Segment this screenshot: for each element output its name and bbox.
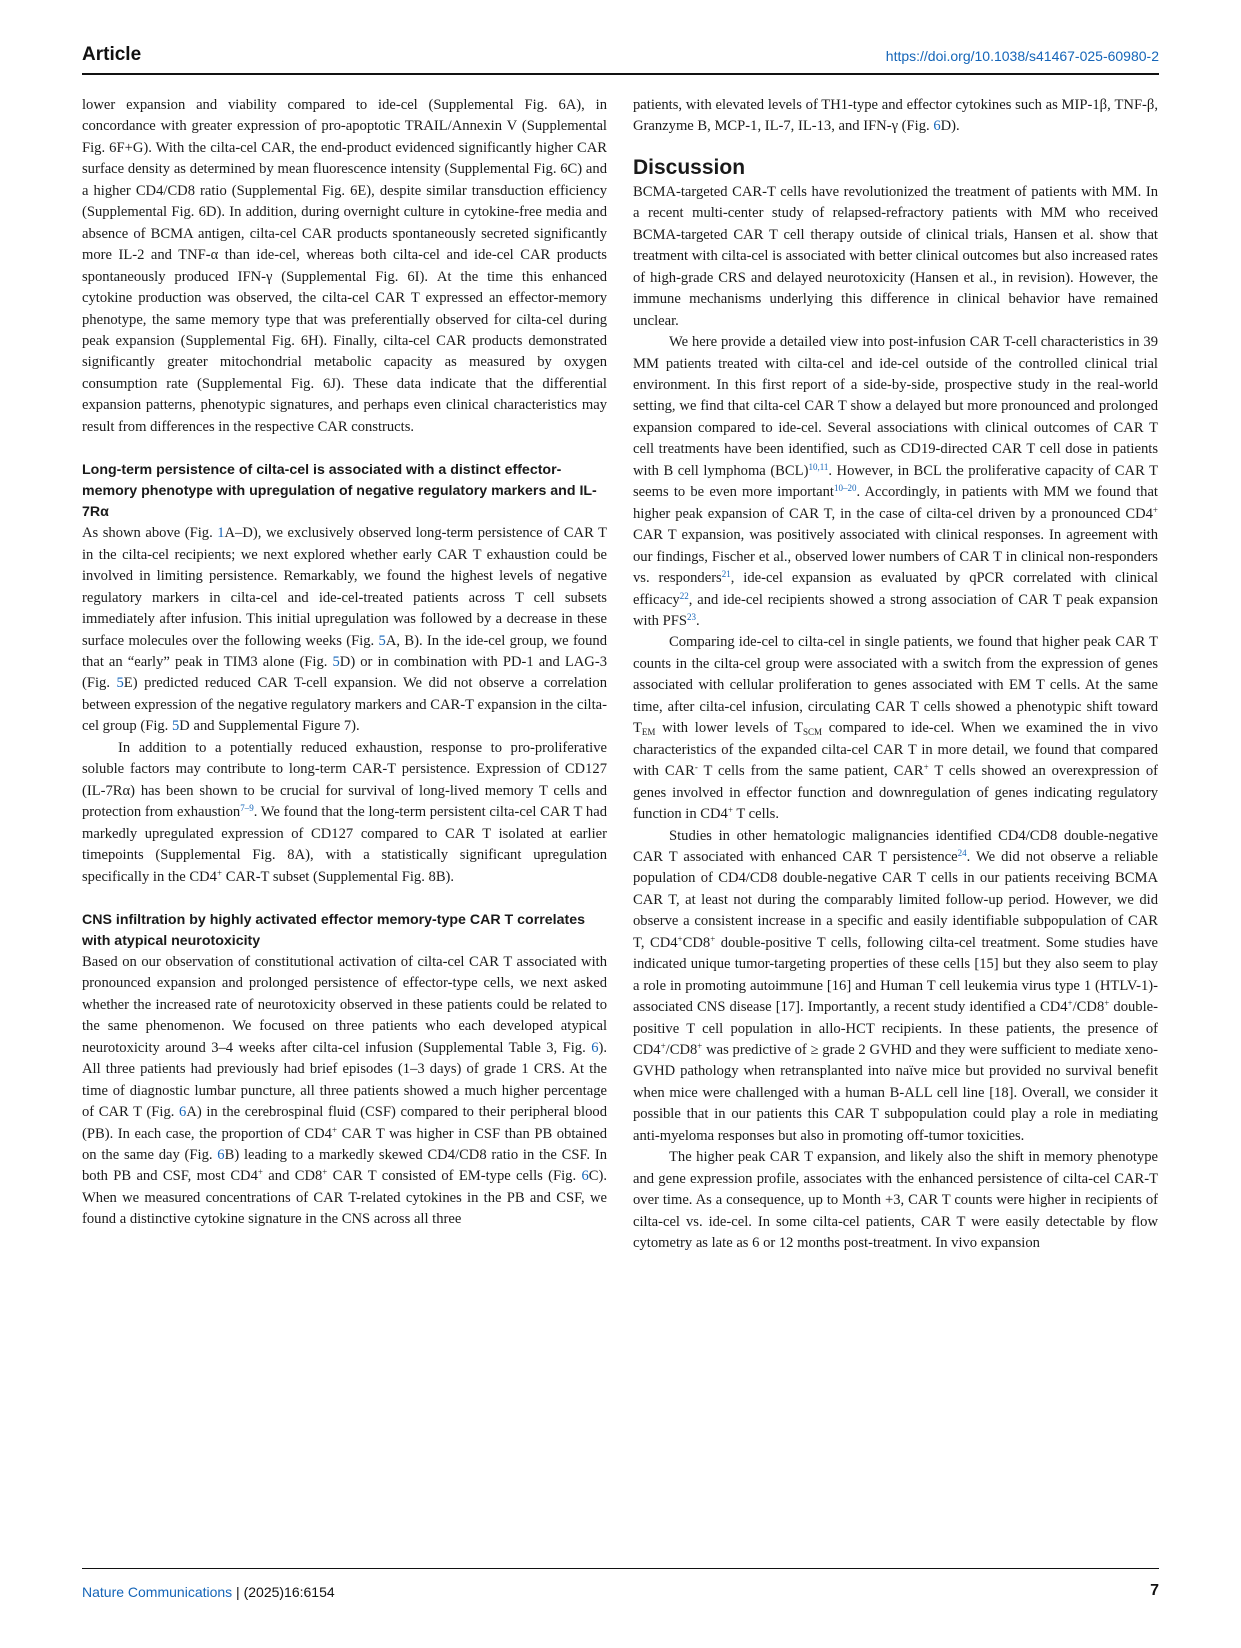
subsection-heading: Long-term persistence of cilta-cel is associated with a distinct effector-memory phenotype with upregulation of negative regulatory markers and IL-7Rα [82,462,597,521]
paragraph: The higher peak CAR T expansion, and likely also the shift in memory phenotype and gene expression profile, associates with the enhanced persistence of cilta-cel CAR-T over time. As a consequence, up to Month +3, CAR T counts were higher in recipients of cilta-cel vs. ide-cel. In some cilta-cel patients, CAR T were easily detectable by flow cytometry as late as 6 or 12 months post-treatment. In vivo expansion [633,1149,1158,1252]
page-number: 7 [1150,1582,1159,1599]
paragraph: Comparing ide-cel to cilta-cel in single patients, we found that higher peak CAR T counts in the cilta-cel group were associated with a switch from the expression of genes associated with cellular proliferation to genes associated with EM T cells. At the same time, after cilta-cel infusion, circulating CAR T cells showed a phenotypic shift toward $T_{EM}$ with lower levels of $T_{SCM}$ compared to ide-cel. When we examined the in vivo characteristics of the expanded cilta-cel CAR T in more detail, we found that compared with CAR- T cells from the same patient, CAR+ T cells showed an overexpression of genes involved in effector function and downregulation of genes indicating regulatory function in CD4+ T cells. [633,634,1159,823]
figure-link[interactable]: 6 [591,1039,599,1056]
reference-link[interactable]: 21 [721,569,731,580]
figure-link[interactable]: 1 [217,525,225,542]
paragraph: patients, with elevated levels of TH1-type and effector cytokines such as MIP-1β, TNF-β, Granzyme B, MCP-1, IL-7, IL-13, and IFN-γ (Fig. 6D). [633,97,1158,135]
subsection-heading: CNS infiltration by highly activated effector memory-type CAR T correlates with atypical neurotoxicity [82,911,585,949]
section-heading: Discussion [633,155,746,179]
left-column [82,95,607,1231]
paragraph: We here provide a detailed view into post-infusion CAR T-cell characteristics in 39 MM patients treated with cilta-cel and ide-cel outside of the controlled clinical trial environment. In this first report of a side-by-side, prospective study in the real-world setting, we find that cilta-cel CAR T show a delayed but more pronounced and prolonged expansion compared to ide-cel. Several associations with clinical outcomes of CAR T cell treatments have been identified, such as CD19-directed CAR T cell dose in patients with B cell lymphoma (BCL)$^{10,11}$. However, in BCL the proliferative capacity of CAR T seems to be even more important$^{10-20}$. Accordingly, in patients with MM we found that higher peak expansion of CAR T, in the case of cilta-cel driven by a pronounced CD4+ CAR T expansion, was positively associated with clinical responses. In agreement with our findings, Fischer et al., observed lower numbers of CAR T in clinical non-responders vs. responders$^{21}$, ide-cel expansion as evaluated by qPCR correlated with clinical efficacy$^{22}$, and ide-cel recipients showed a strong association of CAR T peak expansion with PFS$^{23}$. [633,334,1158,629]
paragraph: Studies in other hematologic malignancies identified CD4/CD8 double-negative CAR T associated with enhanced CAR T persistence$^{24}$. We did not observe a reliable population of CD4/CD8 double-negative CAR T cells in our patients receiving BCMA CAR T, at least not during the comparably limited follow-up period. However, we did observe a consistent increase in a specific and easily identifiable subpopulation of CAR T, CD4+CD8+ double-positive T cells, following cilta-cel treatment. Some studies have indicated unique tumor-targeting properties of these cells [15] but they also seem to play a role in promoting autoimmune [16] and Human T cell leukemia virus type 1 (HTLV-1)-associated CNS disease [17]. Importantly, a recent study identified a CD4+/CD8+ double-positive T cell population in allo-HCT recipients. In these patients, the presence of CD4+/CD8+ was predictive of ≥ grade 2 GVHD and they were sufficient to mediate xeno-GVHD pathology when retransplanted into naïve mice but provided no survival benefit when mice were challenged with a human B-ALL cell line [18]. Overall, we consider it possible that in our patients this CAR T subpopulation could play a role in mediating anti-myeloma responses but also in promoting off-tumor toxicities. [633,827,1158,1144]
figure-link[interactable]: 5 [332,653,340,670]
reference-link[interactable]: 10–20 [833,483,857,494]
reference-link[interactable]: 10,11 [808,461,829,472]
footer-citation [82,1584,335,1600]
article-type-label: Article [82,44,142,65]
figure-link[interactable]: 5 [116,675,124,692]
journal-name[interactable]: Nature Communications [82,1584,233,1600]
header-rule [82,73,1159,75]
paragraph: As shown above (Fig. 1A–D), we exclusively observed long-term persistence of CAR T in the cilta-cel recipients; we next explored whether early CAR T exhaustion could be involved in limiting persistence. Remarkably, we found the highest levels of negative regulatory markers in cilta-cel and ide-cel-treated patients across T cell subsets immediately after infusion. This initial upregulation was followed by a decrease in these surface molecules over the following weeks (Fig. 5A, B). In the ide-cel group, we found that an “early” peak in TIM3 alone (Fig. 5D) or in combination with PD-1 and LAG-3 (Fig. 5E) predicted reduced CAR T-cell expansion. We did not observe a correlation between expression of the negative regulatory markers and CAR-T expansion in the cilta-cel group (Fig. 5D and Supplemental Figure 7). [82,525,607,735]
volume-info: | (2025)16:6154 [232,1584,335,1600]
paragraph: lower expansion and viability compared to ide-cel (Supplemental Fig. 6A), in concordance with greater expression of pro-apoptotic TRAIL/Annexin V (Supplemental Fig. 6F+G). With the cilta-cel CAR, the end-product evidenced significantly higher CAR surface density as determined by mean fluorescence intensity (Supplemental Fig. 6C) and a higher CD4/CD8 ratio (Supplemental Fig. 6E), despite similar transduction efficiency (Supplemental Fig. 6D). In addition, during overnight culture in cytokine-free media and absence of BCMA antigen, cilta-cel CAR products spontaneously secreted significantly more IL-2 and TNF-α than ide-cel, whereas both cilta-cel and ide-cel CAR products spontaneously produced IFN-γ (Supplemental Fig. 6I). At the time this enhanced cytokine production was observed, the cilta-cel CAR T expressed an effector-memory phenotype, the same memory type that was preferentially observed for cilta-cel during peak expansion (Supplemental Fig. 6H). Finally, cilta-cel CAR products demonstrated significantly greater mitochondrial metabolic capacity as measured by oxygen consumption rate (Supplemental Fig. 6J). These data indicate that the differential expansion patterns, phenotypic signatures, and perhaps even clinical characteristics may result from differences in the respective CAR constructs. [82,97,607,435]
paragraph: Based on our observation of constitutional activation of cilta-cel CAR T associated with pronounced expansion and prolonged persistence of effector-type cells, we next asked whether the increased rate of neurotoxicity observed in these patients could be related to the same phenomenon. We focused on three patients who each developed atypical neurotoxicity around 3–4 weeks after cilta-cel infusion (Supplemental Table 3, Fig. 6). All three patients had previously had brief episodes (1–3 days) of grade 1 CRS. At the time of diagnostic lumbar puncture, all three patients showed a much higher percentage of CAR T (Fig. 6A) in the cerebrospinal fluid (CSF) compared to their peripheral blood (PB). In each case, the proportion of CD4+ CAR T was higher in CSF than PB obtained on the same day (Fig. 6B) leading to a markedly skewed CD4/CD8 ratio in the CSF. In both PB and CSF, most CD4+ and CD8+ CAR T consisted of EM-type cells (Fig. 6C). When we measured concentrations of CAR T-related cytokines in the PB and CSF, we found a distinctive cytokine signature in the CNS across all three [82,953,608,1228]
figure-link[interactable]: 5 [171,718,180,735]
reference-link[interactable]: 7–9 [240,803,254,814]
reference-link[interactable]: 24 [957,847,967,858]
doi-link[interactable]: https://doi.org/10.1038/s41467-025-60980-2 [885,48,1159,64]
figure-link[interactable]: 5 [378,632,386,649]
figure-link[interactable]: 6 [581,1168,589,1185]
paragraph: In addition to a potentially reduced exhaustion, response to pro-proliferative soluble factors may contribute to long-term CAR-T persistence. Expression of CD127 (IL-7Rα) has been shown to be crucial for survival of long-lived memory T cells and protection from exhaustion$^{7-9}$. We found that the long-term persistent cilta-cel CAR T had markedly upregulated expression of CD127 compared to CAR T isolated at earlier timepoints (Supplemental Fig. 8A), with a statistically significant upregulation specifically in the CD4+ CAR-T subset (Supplemental Fig. 8B). [82,739,607,885]
figure-link[interactable]: 6 [933,118,941,135]
figure-link[interactable]: 6 [217,1147,225,1164]
right-column [633,95,1158,1255]
reference-link[interactable]: 23 [686,611,696,622]
footer-rule [82,1568,1159,1569]
paragraph: BCMA-targeted CAR-T cells have revolutionized the treatment of patients with MM. In a recent multi-center study of relapsed-refractory patients with MM who received BCMA-targeted CAR T cell therapy outside of clinical trials, Hansen et al. show that treatment with cilta-cel is associated with better clinical outcomes but also increased rates of high-grade CRS and delayed neurotoxicity (Hansen et al., in revision). However, the immune mechanisms underlying this difference in clinical behavior have remained unclear. [633,183,1158,329]
figure-link[interactable]: 6 [179,1104,187,1121]
reference-link[interactable]: 22 [679,590,689,601]
